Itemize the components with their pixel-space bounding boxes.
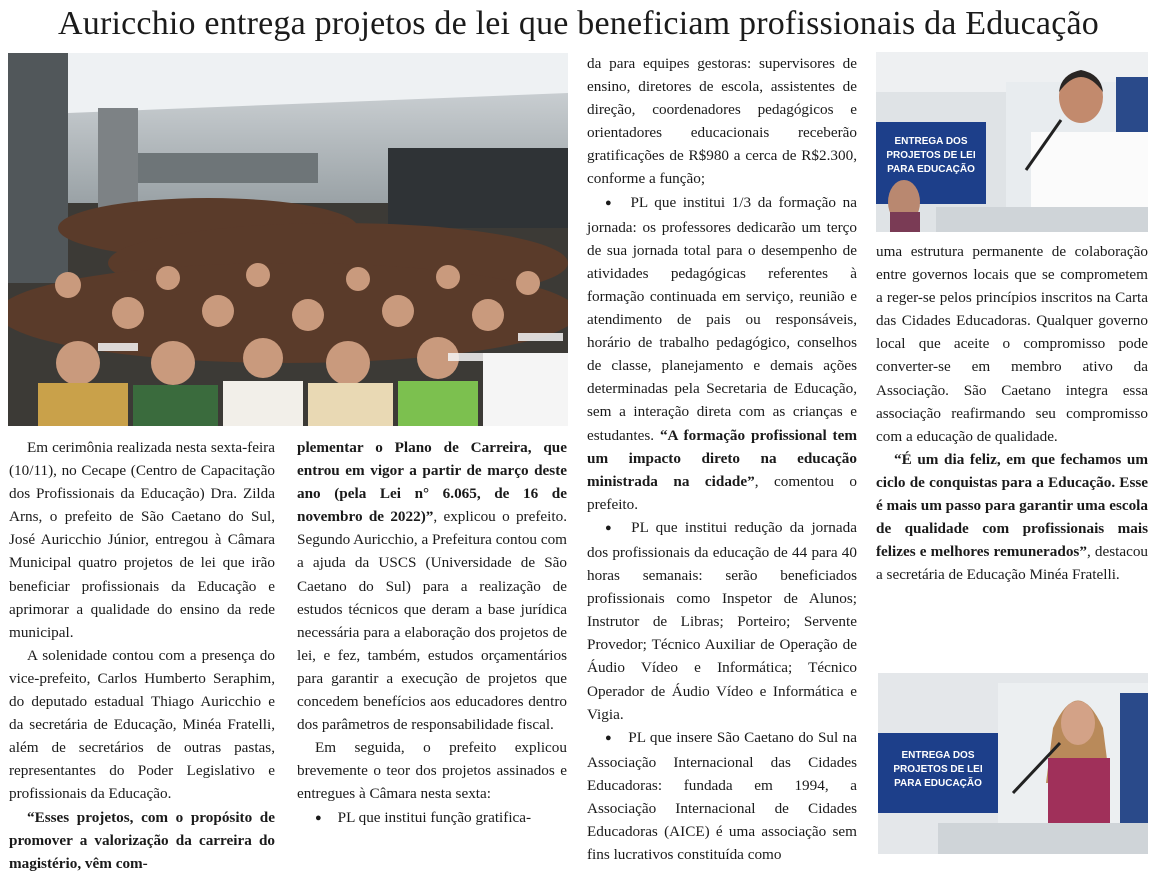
quote-text: “Esses projetos, com o propósito de promover a valorização da carreira do magistério, vêm com- <box>9 808 275 872</box>
column-2 <box>297 436 567 831</box>
column-3 <box>587 52 857 866</box>
quote-paragraph: “É um dia feliz, em que fechamos um ciclo de conquistas para a Educação. Esse é mais um passo para garantir uma escola de qualidade com profissionais mais felizes e melhores remunerados”, destacou a secretária de Educação Minéa Fratelli. <box>876 450 1149 584</box>
svg-text:PARA EDUCAÇÃO: PARA EDUCAÇÃO <box>894 778 982 789</box>
paragraph: da para equipes gestoras: supervisores de ensino, diretores de escola, assistentes de direção, coordenadores pedagógicos e orientadores educacionais receberão gratificações de R$980 a cerca de R$2.300, conforme a função; <box>587 55 857 188</box>
paragraph: Em cerimônia realizada nesta sexta-feira (10/11), no Cecape (Centro de Capacitação dos Profissionais da Educação) Dra. Zilda Arns, o prefeito de São Caetano do Sul, José Auricchio Júnior, entregou à Câmara Municipal quatro projetos de lei que irão beneficiar profissionais da Educação e aprimorar a qualidade do ensino da rede municipal. <box>9 439 275 641</box>
svg-text:PROJETOS DE LEI: PROJETOS DE LEI <box>886 150 976 161</box>
headline: Auricchio entrega projetos de lei que beneficiam profissionais da Educação <box>57 5 1099 42</box>
paragraph: uma estrutura permanente de colaboração entre governos locais que se comprometem a reger-se pelos princípios inscritos na Carta das Cidades Educadoras. Qualquer governo local que aceite o compromisso pode converter-se em membro ativo da Associação. São Caetano integra essa associação reafirmando seu compromisso com a educação de qualidade. <box>876 243 1148 445</box>
paragraph: plementar o Plano de Carreira, que entrou em vigor a partir de março deste ano (pela Lei n° 6.065, de 16 de novembro de 2022)”, explicou o prefeito. Segundo Auricchio, a Prefeitura contou com a ajuda da USCS (Universidade de São Caetano do Sul) para a realização de estudos técnicos que deram a base jurídica necessária para a elaboração dos projetos de lei, e fez, também, estudos orçamentários para garantir a execução de projetos que concedem benefícios aos educadores dentro dos parâmetros de responsabilidade fiscal. <box>297 439 567 734</box>
svg-text:ENTREGA DOS: ENTREGA DOS <box>901 750 975 761</box>
audience-photo <box>8 53 568 426</box>
bullet-item: ● PL que institui 1/3 da formação na jornada: os professores dedicarão um terço de sua jornada total para o desempenho de atividades pedagógicas referentes à formação continuada em serviço, reunião e atendimento de pais ou responsáveis, horário de trabalho pedagógico, conselhos de classe, planejamento e demais ações determinadas pela Secretaria de Educação, sem a interação direta com as crianças e estudantes. “A formação profissional tem um impacto direto na educação ministrada na cidade”, comentou o prefeito. <box>587 191 857 516</box>
quote-text: plementar o Plano de Carreira, que entrou em vigor a partir de março deste ano (pela Lei n° 6.065, de 16 de novembro de 2022)” <box>297 439 567 526</box>
column-1 <box>9 436 275 875</box>
bullet-item: ● PL que insere São Caetano do Sul na Associação Internacional das Cidades Educadoras: fundada em 1994, a Associação Internacional de Cidades Educadoras (AICE) é uma associação sem fins lucrativos constituída como <box>587 726 857 867</box>
paragraph: Em seguida, o prefeito explicou brevemente o teor dos projetos assinados e entregues à Câmara nesta sexta: <box>297 739 567 803</box>
secretary-photo <box>878 673 1148 854</box>
bullet-item: ● PL que institui redução da jornada dos profissionais da educação de 44 para 40 horas semanais: serão beneficiados profissionais como Inspetor de Alunos; Instrutor de Libras; Porteiro; Servente Provedor; Técnico Auxiliar de Operação de Áudio Vídeo e Informática; Técnico Operador de Áudio Vídeo e Informática e Vigia. <box>587 516 857 726</box>
quote-text: “A formação profissional tem um impacto direto na educação ministrada na cidade” <box>587 426 858 490</box>
bullet-item: ● PL que institui função gratifica- <box>297 806 567 831</box>
quote-paragraph <box>9 806 275 875</box>
banner-text: ENTREGA DOS <box>894 136 968 147</box>
svg-text:PROJETOS DE LEI: PROJETOS DE LEI <box>893 764 983 775</box>
mayor-photo <box>876 52 1148 232</box>
column-4 <box>876 240 1148 586</box>
paragraph: A solenidade contou com a presença do vice-prefeito, Carlos Humberto Seraphim, do deputado estadual Thiago Auricchio e da secretária de Educação, Minéa Fratelli, além de secretários de outras pastas, representantes do Poder Legislativo e profissionais da Educação. <box>9 646 275 803</box>
svg-text:PARA EDUCAÇÃO: PARA EDUCAÇÃO <box>887 164 975 175</box>
quote-text: “É um dia feliz, em que fechamos um ciclo de conquistas para a Educação. Esse é mais um passo para garantir uma escola de qualidade com profissionais mais felizes e melhores remunerados” <box>876 450 1148 561</box>
